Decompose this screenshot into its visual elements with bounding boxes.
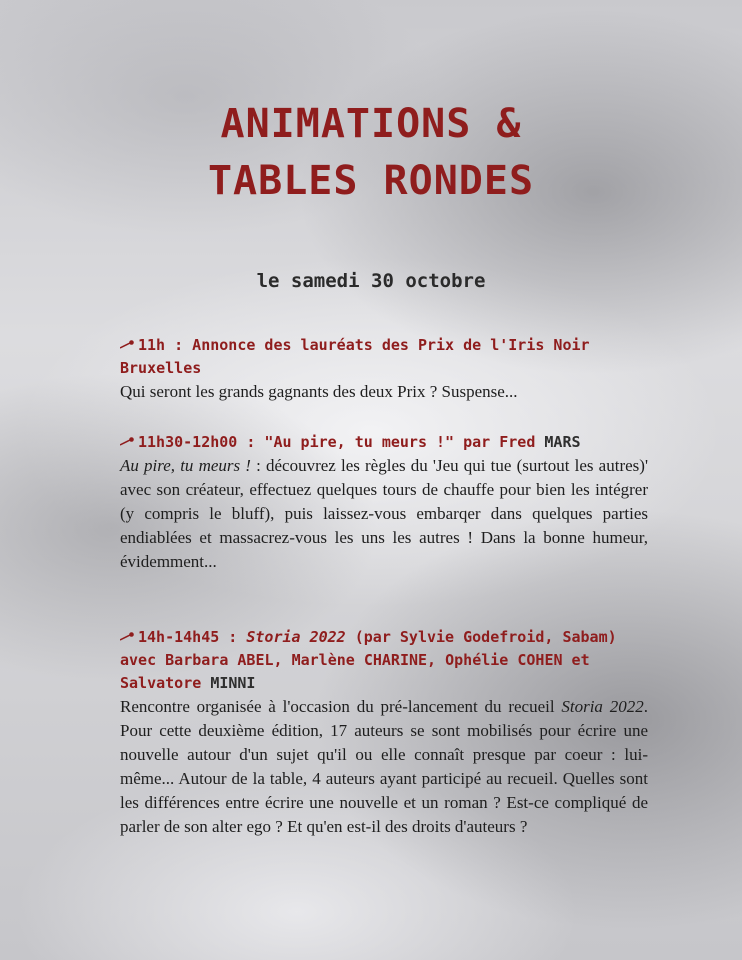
event-1 [120, 334, 648, 404]
title-line-1: ANIMATIONS & [220, 101, 522, 147]
event-2-heading-text: 11h30-12h00 : "Au pire, tu meurs !" par Fred [138, 433, 545, 451]
event-2 [120, 431, 648, 574]
event-3-body [120, 695, 648, 839]
event-3-book-title: Storia 2022 [246, 628, 346, 646]
event-3-body-book-title: Storia 2022 [561, 697, 644, 716]
pin-icon [120, 334, 136, 357]
title-line-2: TABLES RONDES [207, 158, 535, 204]
event-date: le samedi 30 octobre [256, 270, 486, 292]
pin-icon [120, 431, 136, 454]
event-3-speaker-name: MINNI [210, 674, 256, 692]
page-title [0, 96, 742, 210]
event-3-body-part-1: Rencontre organisée à l'occasion du pré-lancement du recueil [120, 697, 562, 716]
event-3-time: 14h-14h45 : [138, 628, 247, 646]
event-3-heading [120, 626, 648, 695]
event-2-heading [120, 431, 648, 454]
event-1-body: Qui seront les grands gagnants des deux Prix ? Suspense... [120, 382, 518, 401]
event-1-heading [120, 334, 648, 380]
event-3-heading-rest: (par Sylvie Godefroid, Sabam) avec Barbara ABEL, Marlène CHARINE, Ophélie COHEN et Salvatore [120, 628, 617, 692]
event-2-body [120, 454, 648, 574]
pin-icon [120, 626, 136, 649]
event-2-description: : découvrez les règles du 'Jeu qui tue (surtout les autres)' avec son créateur, effectuez quelques tours de chauffe pour bien les intégrer (y compris le bluff), puis laissez-vous embarqer dans quelques parties endiablées et massacrez-vous les uns les autres ! Dans la bonne humeur, évidemment... [120, 456, 649, 571]
event-3 [120, 626, 648, 839]
event-2-speaker-name: MARS [544, 433, 581, 451]
event-1-heading-text: 11h : Annonce des lauréats des Prix de l'Iris Noir Bruxelles [120, 336, 590, 377]
event-2-game-title: Au pire, tu meurs ! [120, 456, 251, 475]
event-3-body-part-2: . Pour cette deuxième édition, 17 auteurs se sont mobilisés pour écrire une nouvelle autour d'un sujet qu'il ou elle connaît presque par coeur : lui-même... Autour de la table, 4 auteurs ayant participé au recueil. Quelles sont les différences entre écrire une nouvelle et un roman ? Est-ce compliqué de parler de son alter ego ? Et qu'en est-il des droits d'auteurs ? [120, 697, 648, 836]
